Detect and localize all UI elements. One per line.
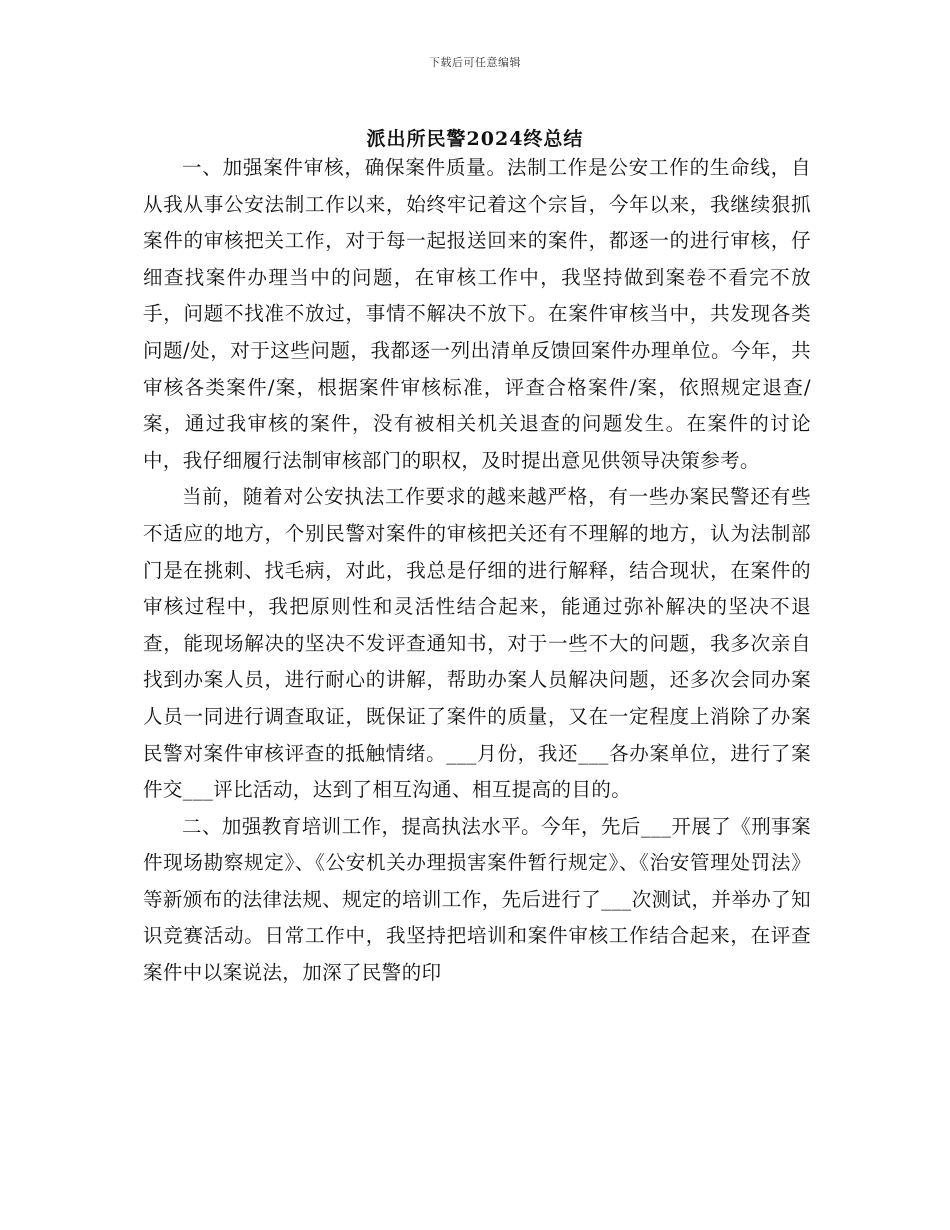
document-body	[143, 150, 811, 992]
paragraph-current-situation: 当前，随着对公安执法工作要求的越来越严格，有一些办案民警还有些不适应的地方，个别民警对案件的审核把关还有不理解的地方，认为法制部门是在挑刺、找毛病，对此，我总是仔细的进行解释，结合现状，在案件的审核过程中，我把原则性和灵活性结合起来，能通过弥补解决的坚决不退查，能现场解决的坚决不发评查通知书，对于一些不大的问题，我多次亲自找到办案人员，进行耐心的讲解，帮助办案人员解决问题，还多次会同办案人员一同进行调查取证，既保证了案件的质量，又在一定程度上消除了办案民警对案件审核评查的抵触情绪。___月份，我还___各办案单位，进行了案件交___评比活动，达到了相互沟通、相互提高的目的。	[143, 485, 811, 802]
page-header-note: 下载后可任意编辑	[429, 56, 521, 69]
paragraph-case-review: 一、加强案件审核，确保案件质量。法制工作是公安工作的生命线，自从我从事公安法制工作以来，始终牢记着这个宗旨，今年以来，我继续狠抓案件的审核把关工作，对于每一起报送回来的案件，都逐一的进行审核，仔细查找案件办理当中的问题，在审核工作中，我坚持做到案卷不看完不放手，问题不找准不放过，事情不解决不放下。在案件审核当中，共发现各类问题/处，对于这些问题，我都逐一列出清单反馈回案件办理单位。今年，共审核各类案件/案，根据案件审核标准，评查合格案件/案，依照规定退查/案，通过我审核的案件，没有被相关机关退查的问题发生。在案件的讨论中，我仔细履行法制审核部门的职权，及时提出意见供领导决策参考。	[143, 156, 811, 472]
document-title: 派出所民警2024终总结	[366, 128, 584, 150]
paragraph-training: 二、加强教育培训工作，提高执法水平。今年，先后___开展了《刑事案件现场勘察规定》、《公安机关办理损害案件暂行规定》、《治安管理处罚法》等新颁布的法律法规、规定的培训工作，先后进行了___次测试，并举办了知识竞赛活动。日常工作中，我坚持把培训和案件审核工作结合起来，在评查案件中以案说法，加深了民警的印	[143, 814, 811, 985]
